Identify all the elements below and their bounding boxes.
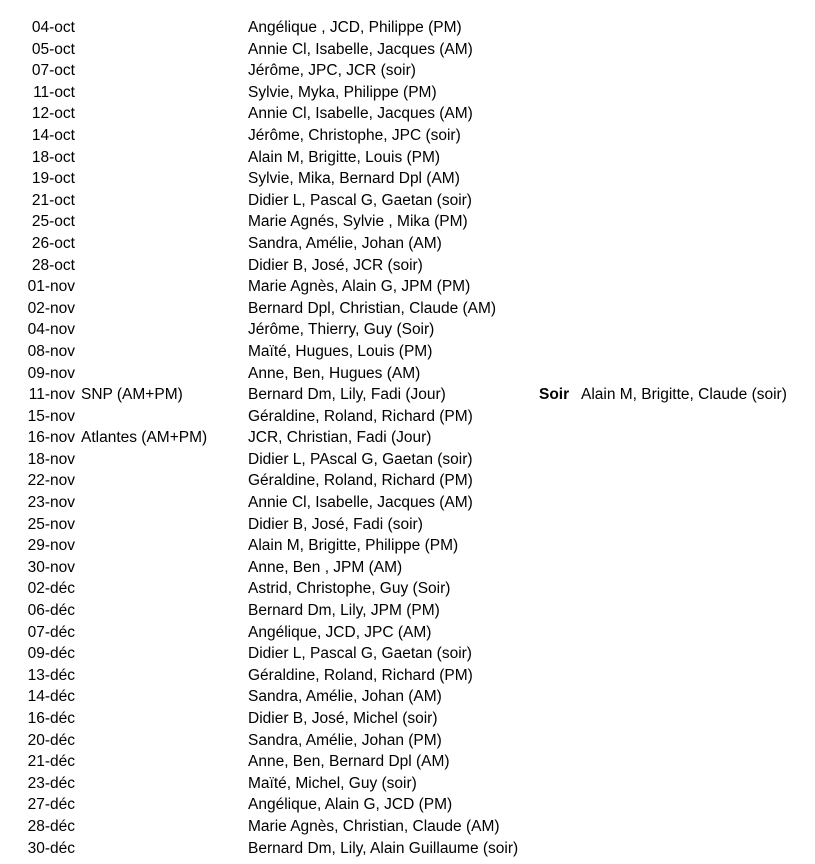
- row-date: 14-déc: [27, 688, 75, 706]
- row-names: Didier L, Pascal G, Gaetan (soir): [248, 645, 472, 663]
- schedule-row: [0, 708, 815, 730]
- row-names: Géraldine, Roland, Richard (PM): [248, 666, 473, 684]
- row-date: 20-déc: [27, 731, 75, 749]
- row-names: Annie Cl, Isabelle, Jacques (AM): [248, 105, 473, 123]
- row-names: Maïté, Hugues, Louis (PM): [248, 342, 433, 360]
- row-date: 07-déc: [27, 623, 75, 641]
- row-date: 05-oct: [31, 40, 75, 58]
- row-names: Géraldine, Roland, Richard (PM): [248, 407, 473, 425]
- schedule-row: [0, 665, 815, 687]
- row-date: 30-nov: [27, 558, 75, 576]
- row-names: Bernard Dm, Lily, Alain Guillaume (soir): [248, 839, 519, 857]
- schedule-row: [0, 514, 815, 536]
- row-date: 11-nov: [28, 386, 75, 404]
- row-date: 30-déc: [27, 839, 75, 857]
- schedule-row: [0, 794, 815, 816]
- schedule-row: [0, 39, 815, 61]
- row-date: 08-nov: [27, 342, 75, 360]
- row-names: Didier L, PAscal G, Gaetan (soir): [248, 450, 473, 468]
- row-date: 12-oct: [31, 105, 75, 123]
- row-date: 07-oct: [31, 62, 75, 80]
- row-names: Sandra, Amélie, Johan (AM): [248, 234, 442, 252]
- row-names: Alain M, Brigitte, Philippe (PM): [248, 537, 459, 555]
- row-names: Bernard Dm, Lily, JPM (PM): [248, 602, 440, 620]
- row-date: 28-oct: [31, 256, 75, 274]
- row-date: 28-déc: [27, 817, 75, 835]
- row-date: 22-nov: [27, 472, 75, 490]
- row-names: Anne, Ben, Bernard Dpl (AM): [248, 753, 450, 771]
- schedule-row: [0, 730, 815, 752]
- row-date: 04-oct: [31, 19, 75, 36]
- schedule-row: [0, 298, 815, 320]
- row-date: 18-oct: [31, 148, 75, 166]
- schedule-row: [0, 406, 815, 428]
- schedule-row: [0, 427, 815, 449]
- row-date: 09-nov: [27, 364, 75, 382]
- row-names: Maïté, Michel, Guy (soir): [248, 774, 417, 792]
- schedule-row: [0, 147, 815, 169]
- row-names: Marie Agnès, Alain G, JPM (PM): [248, 278, 471, 296]
- row-names: JCR, Christian, Fadi (Jour): [248, 429, 432, 447]
- row-date: 15-nov: [27, 407, 75, 425]
- schedule-row: [0, 492, 815, 514]
- schedule-row: [0, 60, 815, 82]
- row-date: 16-déc: [27, 710, 75, 727]
- schedule-row: [0, 319, 815, 341]
- schedule-row: [0, 211, 815, 233]
- schedule-row: [0, 773, 815, 795]
- row-names: Didier B, José, JCR (soir): [248, 256, 423, 274]
- schedule-row: [0, 17, 815, 39]
- schedule-row: [0, 578, 815, 600]
- row-names: Marie Agnès, Christian, Claude (AM): [248, 817, 500, 835]
- row-names: Angélique, JCD, JPC (AM): [248, 623, 432, 641]
- schedule-row: [0, 600, 815, 622]
- schedule-sheet: [0, 17, 815, 859]
- row-names: Didier B, José, Michel (soir): [248, 710, 438, 727]
- row-date: 25-nov: [27, 515, 75, 533]
- schedule-row: [0, 816, 815, 838]
- schedule-row: [0, 233, 815, 255]
- row-date: 29-nov: [27, 537, 75, 555]
- row-names: Sandra, Amélie, Johan (PM): [248, 731, 442, 749]
- row-event: Atlantes (AM+PM): [81, 429, 208, 447]
- schedule-row: [0, 751, 815, 773]
- row-date: 02-nov: [27, 299, 75, 317]
- row-date: 23-nov: [27, 494, 75, 512]
- row-names: Sandra, Amélie, Johan (AM): [248, 688, 442, 706]
- row-names: Annie Cl, Isabelle, Jacques (AM): [248, 494, 473, 512]
- row-date: 25-oct: [31, 213, 75, 231]
- row-date: 23-déc: [27, 774, 75, 792]
- row-date: 14-oct: [31, 126, 75, 144]
- row-date: 26-oct: [31, 234, 75, 252]
- schedule-row: [0, 103, 815, 125]
- row-names: Annie Cl, Isabelle, Jacques (AM): [248, 40, 473, 58]
- row-date: 27-déc: [27, 796, 75, 814]
- schedule-row: [0, 363, 815, 385]
- row-date: 01-nov: [27, 278, 75, 296]
- schedule-row: [0, 686, 815, 708]
- row-date: 04-nov: [27, 321, 75, 339]
- row-names: Marie Agnés, Sylvie , Mika (PM): [248, 213, 468, 231]
- row-extra-label: Soir: [539, 386, 570, 404]
- row-date: 21-déc: [27, 753, 75, 771]
- row-date: 02-déc: [27, 580, 75, 598]
- schedule-row: [0, 276, 815, 298]
- schedule-row: [0, 557, 815, 579]
- schedule-row: [0, 384, 815, 406]
- row-names: Anne, Ben, Hugues (AM): [248, 364, 421, 382]
- row-date: 16-nov: [27, 429, 75, 447]
- row-date: 19-oct: [31, 170, 75, 188]
- row-date: 09-déc: [27, 645, 75, 663]
- row-names: Géraldine, Roland, Richard (PM): [248, 472, 473, 490]
- row-event: SNP (AM+PM): [81, 386, 183, 404]
- row-names: Angélique , JCD, Philippe (PM): [248, 19, 462, 36]
- row-date: 21-oct: [31, 191, 75, 209]
- row-names: Astrid, Christophe, Guy (Soir): [248, 580, 451, 598]
- row-names: Didier L, Pascal G, Gaetan (soir): [248, 191, 472, 209]
- row-names: Angélique, Alain G, JCD (PM): [248, 796, 453, 814]
- schedule-row: [0, 643, 815, 665]
- schedule-row: [0, 622, 815, 644]
- schedule-row: [0, 190, 815, 212]
- row-names: Bernard Dm, Lily, Fadi (Jour): [248, 386, 446, 404]
- schedule-row: [0, 449, 815, 471]
- row-date: 18-nov: [27, 450, 75, 468]
- schedule-row: [0, 838, 815, 860]
- row-names: Sylvie, Myka, Philippe (PM): [248, 83, 437, 101]
- row-extra-names: Alain M, Brigitte, Claude (soir): [581, 386, 787, 404]
- row-names: Anne, Ben , JPM (AM): [248, 558, 403, 576]
- row-date: 06-déc: [27, 602, 75, 620]
- schedule-row: [0, 82, 815, 104]
- row-names: Jérôme, Christophe, JPC (soir): [248, 126, 461, 144]
- schedule-row: [0, 470, 815, 492]
- row-date: 13-déc: [27, 666, 75, 684]
- row-names: Jérôme, Thierry, Guy (Soir): [248, 321, 435, 339]
- schedule-row: [0, 168, 815, 190]
- schedule-row: [0, 125, 815, 147]
- schedule-row: [0, 255, 815, 277]
- row-names: Jérôme, JPC, JCR (soir): [248, 62, 416, 80]
- row-date: 11-oct: [33, 83, 75, 101]
- row-names: Alain M, Brigitte, Louis (PM): [248, 148, 441, 166]
- schedule-row: [0, 535, 815, 557]
- schedule-row: [0, 341, 815, 363]
- row-names: Bernard Dpl, Christian, Claude (AM): [248, 299, 497, 317]
- row-names: Didier B, José, Fadi (soir): [248, 515, 423, 533]
- row-names: Sylvie, Mika, Bernard Dpl (AM): [248, 170, 460, 188]
